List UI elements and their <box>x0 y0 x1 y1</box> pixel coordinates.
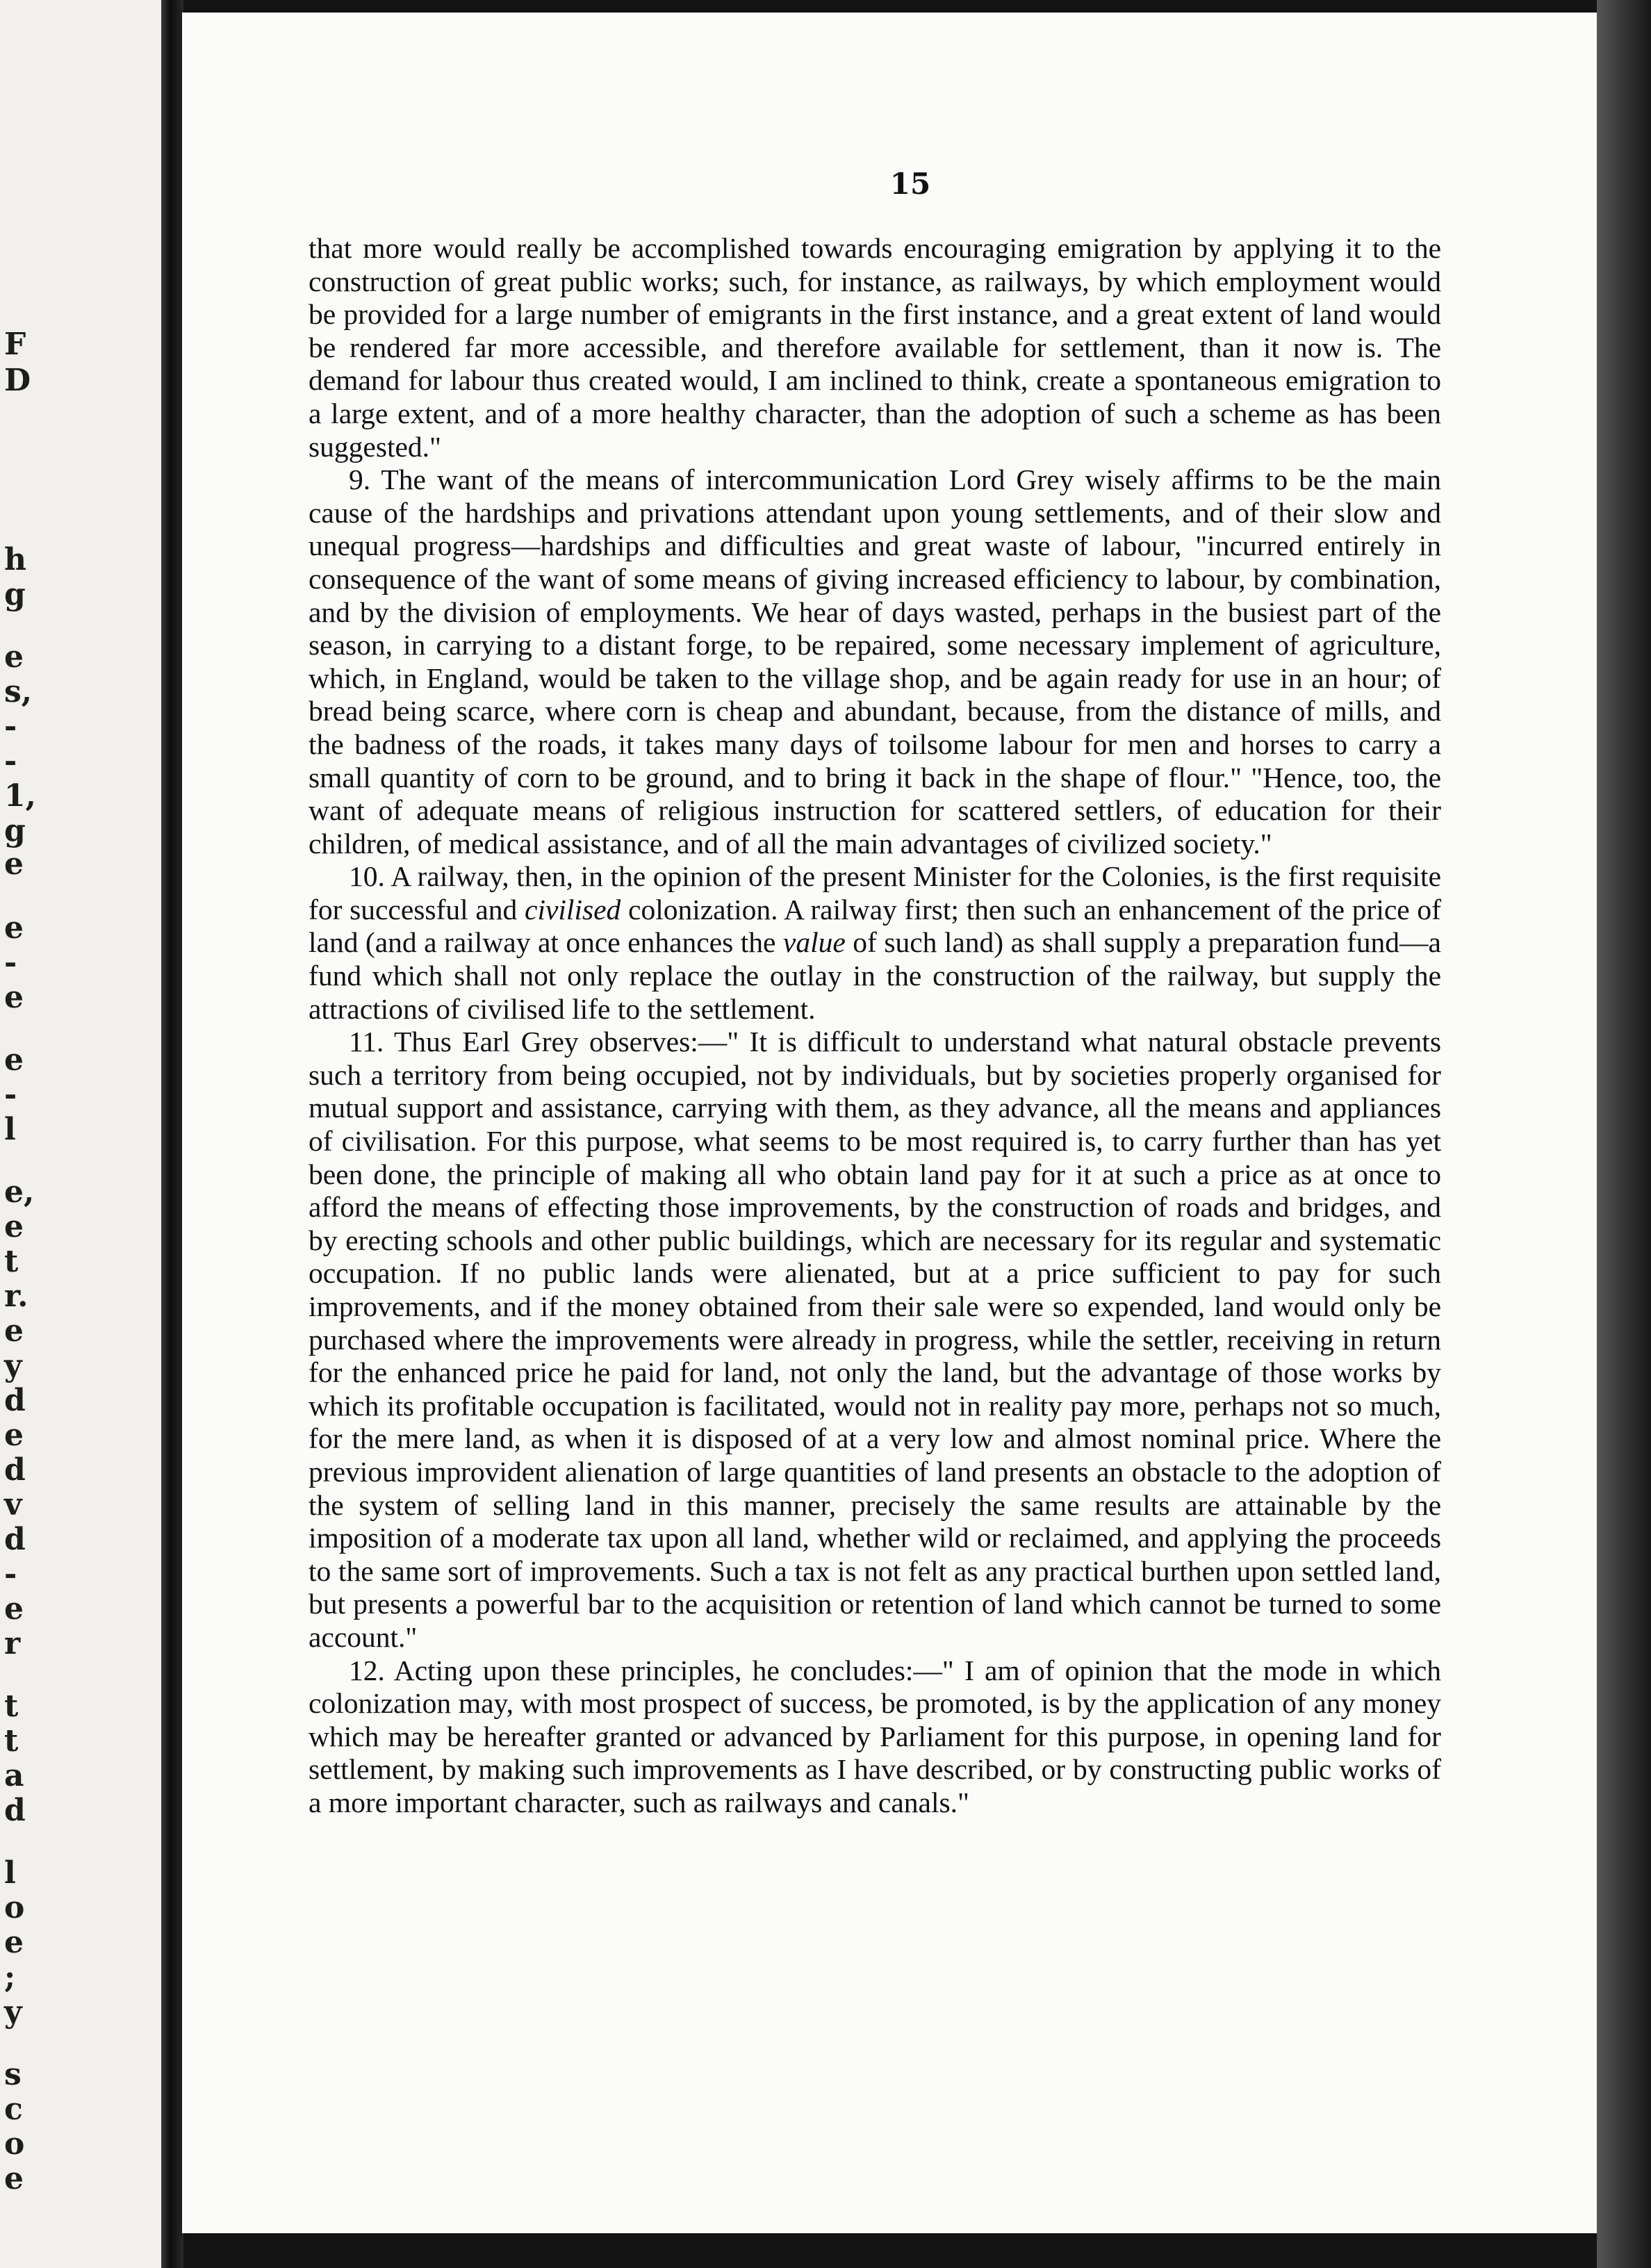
paragraph-text: that more would really be accomplished towards encouraging emigration by applying it to the construction of great public works; such, for instance, as railways, by which employment would be provided for a large number of emigrants in the first instance, and a great extent of land would be rendered far more accessible, and therefore available for settlement, than it now is. The demand for labour thus created would, I am inclined to think, create a spontaneous emigration to a large extent, and of a more healthy character, than the adoption of such a scheme as has been suggested." <box>309 232 1441 463</box>
paragraph-text: The want of the means of intercommunication Lord Grey wisely affirms to be the main cause of the hardships and privations attendant upon young settlements, and of their slow and unequal progress—hardships and difficulties and great waste of labour, "incurred entirely in consequence of the want of some means of giving increased efficiency to labour, by combination, and by the division of employments. We hear of days wasted, perhaps in the busiest part of the season, in carrying to a distant forge, to be repaired, some necessary implement of agriculture, which, in England, would be taken to the village shop, and be again ready for use in an hour; of bread being scarce, where corn is cheap and abundant, because, from the distance of mills, and the badness of the roads, it takes many days of toilsome labour for men and horses to carry a small quantity of corn to be ground, and to bring it back in the shape of flour." "Hence, too, the want of adequate means of religious instruction for scattered settlers, of education for their children, of medical assistance, and of all the main advantages of civilized society." <box>309 463 1441 860</box>
left-page-edge-letter: - <box>4 1077 17 1112</box>
paragraph-10 <box>309 860 1441 1026</box>
paragraph-number: 9. <box>349 463 371 496</box>
left-page-edge-letter: d <box>4 1522 26 1557</box>
left-page-edge-letter: e <box>4 2161 24 2196</box>
left-page-edge-letter: D <box>4 363 31 398</box>
left-page-edge-letter: - <box>4 743 17 779</box>
left-page-edge-letter: e <box>4 1042 24 1078</box>
left-page-edge-letter: l <box>4 1112 16 1147</box>
paragraph-continuation <box>309 232 1441 463</box>
left-page-edge-letter: v <box>4 1487 22 1522</box>
left-page-edge-letter: y <box>4 1348 22 1383</box>
paragraph-text-run: colonization. A railway first; then such an enhancement of the price of land (and a railway at once enhances the <box>309 893 1442 959</box>
left-page-edge-letter: e <box>4 980 24 1015</box>
left-page-edge-letter: c <box>4 2092 23 2127</box>
left-page-edge-letter: e <box>4 1591 24 1627</box>
left-page-edge-letter: s, <box>4 674 33 709</box>
left-page-edge-letter: h <box>4 542 26 577</box>
left-page-edge-letter: d <box>4 1793 26 1828</box>
left-page-edge-letter: g <box>4 577 26 612</box>
right-page-edge-shadow <box>1597 0 1651 2268</box>
left-page-edge-letter: y <box>4 1994 22 2030</box>
left-page-edge-letter: e <box>4 1925 24 1960</box>
left-page-edge-letter: l <box>4 1855 16 1891</box>
page-binding-shadow <box>161 0 183 2268</box>
left-page-edge-letter: e <box>4 1209 24 1244</box>
left-page-edge-letter: t <box>4 1723 19 1759</box>
left-page-edge-letter: s <box>4 2057 22 2092</box>
left-page-edge-letter: F <box>4 327 26 362</box>
left-page-edge-letter: e, <box>4 1174 35 1210</box>
paragraph-text-run: A railway, then, in the opinion of the present Minister for the Colonies, is the first requisite for successful and <box>309 860 1441 926</box>
left-page-edge-letter: - <box>4 709 17 744</box>
left-page-edge-letter: t <box>4 1688 19 1724</box>
paragraph-number: 10. <box>349 860 385 893</box>
left-page-edge-letter: e <box>4 1418 24 1453</box>
paragraph-number: 11. <box>349 1026 384 1058</box>
paragraph-text: Acting upon these principles, he concludes:—" I am of opinion that the mode in which colonization may, with most prospect of success, be promoted, is by the application of any money which may be hereafter granted or advanced by Parliament for this purpose, in opening land for settlement, by making such improvements as I have described, or by constructing public works of a more important character, such as railways and canals." <box>309 1654 1441 1818</box>
left-page-edge-letter: 1, <box>4 778 36 814</box>
paragraph-9 <box>309 463 1441 860</box>
paragraph-11 <box>309 1026 1441 1654</box>
left-page-edge-letter: e <box>4 910 24 946</box>
left-page-edge-letter: - <box>4 1556 17 1592</box>
left-page-edge-letter: d <box>4 1383 26 1418</box>
paragraph-text-run: of such land) as shall supply a preparation fund—a fund which shall not only replace the outlay in the construction of the railway, but supply the attractions of civilised life to the settlement. <box>309 926 1441 1025</box>
paragraph-number: 12. <box>349 1654 385 1686</box>
page-number: 15 <box>889 167 931 201</box>
left-page-edge-letter: e <box>4 639 24 675</box>
left-page-edge-letter: o <box>4 1890 25 1925</box>
left-page-edge-letter: e <box>4 1313 24 1349</box>
left-page-edge-letter: r <box>4 1626 21 1661</box>
paragraph-text: Thus Earl Grey observes:—" It is difficult to understand what natural obstacle prevents such a territory from being occupied, not by individuals, but by societies properly organised for mutual support and assistance, carrying with them, as they advance, all the means and appliances of civilisation. For this purpose, what seems to be most required is, to carry further than has yet been done, the principle of making all who obtain land pay for it at such a price as at once to afford the means of effecting those improvements, by the construction of roads and bridges, and by erecting schools and other public buildings, which are necessary for its regular and systematic occupation. If no public lands were alienated, but at a price sufficient to pay for such improvements, and if the money obtained from their sale were so expended, land would only be purchased where the improvements were already in progress, while the settler, receiving in return for the enhanced price he paid for land, not only the land, but the advantage of those works by which its profitable occupation is facilitated, would not in reality pay more, perhaps not so much, for the mere land, as when it is disposed of at a very low and almost nominal price. Where the previous improvident alienation of large quantities of land presents an obstacle to the adoption of the system of selling land in this manner, precisely the same results are attainable by the imposition of a moderate tax upon all land, whether wild or reclaimed, and applying the proceeds to the same sort of improvements. Such a tax is not felt as any practical burthen upon settled land, but presents a powerful bar to the acquisition or retention of land which cannot be turned to some account." <box>309 1026 1441 1653</box>
book-page <box>182 13 1597 2233</box>
left-page-edge-letter: ; <box>4 1959 16 1995</box>
left-page-edge-letter: r. <box>4 1279 28 1314</box>
italic-word: value <box>782 926 846 959</box>
left-page-edge-letter: - <box>4 945 17 980</box>
left-page-edge-letter: a <box>4 1758 24 1793</box>
italic-word: civilised <box>525 893 621 926</box>
left-page-edge-letter: e <box>4 846 24 882</box>
left-page-edge-letter: t <box>4 1244 19 1279</box>
adjacent-left-page <box>0 0 164 2268</box>
left-page-edge-letter: o <box>4 2126 25 2162</box>
left-page-edge-letter: g <box>4 813 26 848</box>
paragraph-12 <box>309 1654 1441 1820</box>
left-page-edge-letter: d <box>4 1452 26 1488</box>
body-text <box>309 232 1441 1820</box>
